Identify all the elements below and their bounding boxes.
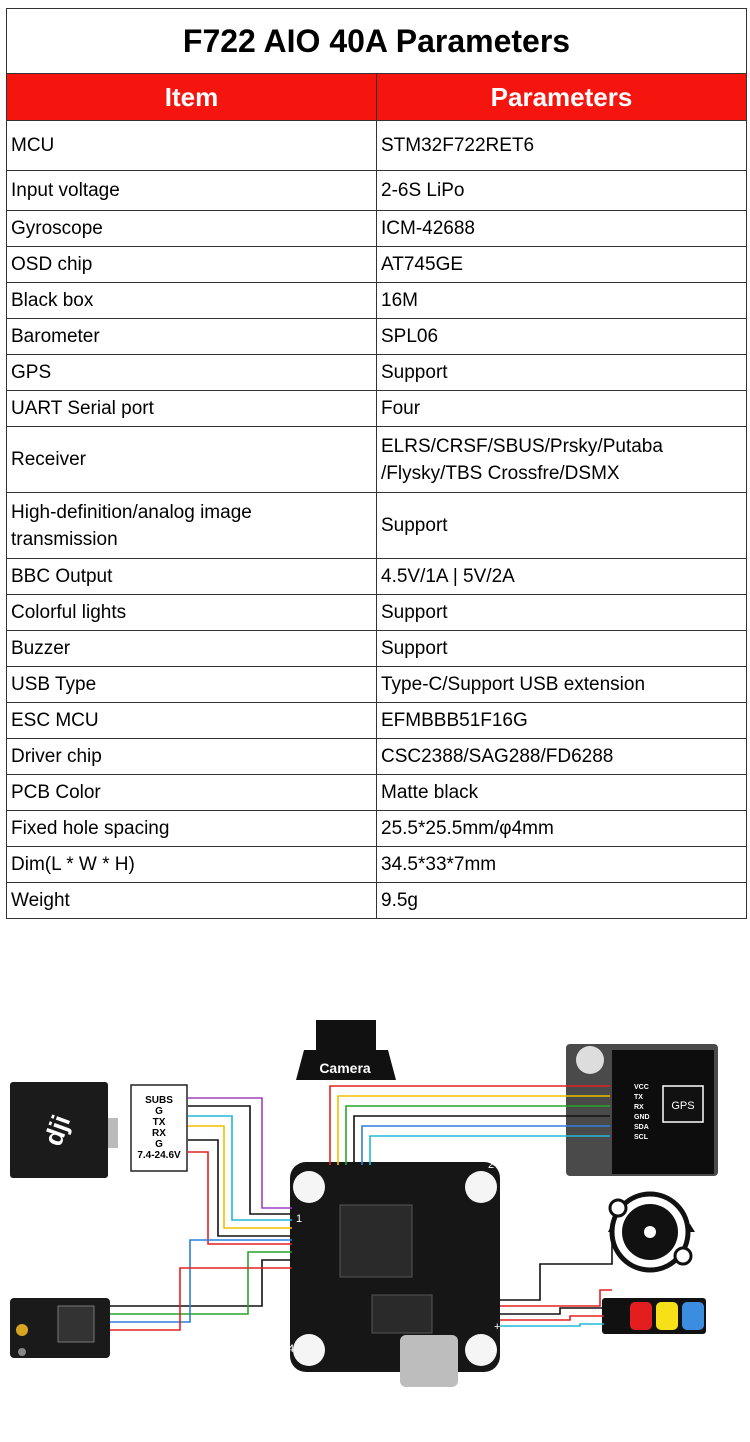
dji-logo: dji xyxy=(37,1110,77,1150)
gps-pin-label: SCL xyxy=(634,1134,648,1141)
corner-2: 2 xyxy=(488,1159,495,1171)
header-parameters: Parameters xyxy=(377,74,747,121)
row-item: USB Type xyxy=(7,667,377,703)
table-row xyxy=(7,319,747,355)
row-item: PCB Color xyxy=(7,775,377,811)
vtx-pin-box xyxy=(131,1085,187,1171)
dji-air-unit xyxy=(10,1082,118,1178)
gps-module xyxy=(566,1044,718,1176)
table-row xyxy=(7,811,747,847)
row-value: EFMBBB51F16G xyxy=(377,703,747,739)
table-row xyxy=(7,391,747,427)
table-row xyxy=(7,559,747,595)
gps-label: GPS xyxy=(671,1100,695,1112)
table-title: F722 AIO 40A Parameters xyxy=(7,9,747,74)
vtx-pin-label: G xyxy=(155,1139,163,1150)
table-row xyxy=(7,283,747,319)
table-row xyxy=(7,739,747,775)
table-row xyxy=(7,427,747,493)
camera-label: Camera xyxy=(319,1060,371,1076)
led-strip xyxy=(602,1298,706,1334)
row-item: Input voltage xyxy=(7,171,377,211)
row-item: High-definition/analog image transmission xyxy=(7,493,377,559)
row-value: SPL06 xyxy=(377,319,747,355)
table-row xyxy=(7,847,747,883)
row-item: Weight xyxy=(7,883,377,919)
row-value: Support xyxy=(377,493,747,559)
row-value: 9.5g xyxy=(377,883,747,919)
corner-4: 4 xyxy=(288,1343,295,1355)
row-item: ESC MCU xyxy=(7,703,377,739)
row-item: Fixed hole spacing xyxy=(7,811,377,847)
row-value: ELRS/CRSF/SBUS/Prsky/Putaba /Flysky/TBS Crossfre/DSMX xyxy=(377,427,747,493)
row-item: Black box xyxy=(7,283,377,319)
table-row xyxy=(7,355,747,391)
corner-3: 3 xyxy=(490,1343,497,1355)
row-item: BBC Output xyxy=(7,559,377,595)
row-value: 16M xyxy=(377,283,747,319)
gps-pin-label: GND xyxy=(634,1114,650,1121)
table-row xyxy=(7,667,747,703)
vtx-pin-label: TX xyxy=(152,1117,166,1128)
table-row xyxy=(7,775,747,811)
table-row xyxy=(7,493,747,559)
row-item: MCU xyxy=(7,121,377,171)
vtx-pin-label: RX xyxy=(152,1128,166,1139)
table-row xyxy=(7,121,747,171)
row-item: Receiver xyxy=(7,427,377,493)
header-item: Item xyxy=(7,74,377,121)
gps-pin-label: RX xyxy=(634,1104,644,1111)
row-item: Barometer xyxy=(7,319,377,355)
row-value: Matte black xyxy=(377,775,747,811)
spec-table xyxy=(6,8,747,919)
vtx-pin-label: SUBS xyxy=(145,1095,173,1106)
row-value: Four xyxy=(377,391,747,427)
row-value: Support xyxy=(377,595,747,631)
flight-controller xyxy=(288,1159,500,1387)
vtx-pin-label: 7.4-24.6V xyxy=(137,1150,181,1161)
row-value: Support xyxy=(377,355,747,391)
table-row xyxy=(7,595,747,631)
table-row xyxy=(7,703,747,739)
gps-pin-label: TX xyxy=(634,1094,643,1101)
table-row xyxy=(7,631,747,667)
row-value: 25.5*25.5mm/φ4mm xyxy=(377,811,747,847)
buzzer xyxy=(608,1194,695,1270)
row-item: Driver chip xyxy=(7,739,377,775)
vtx-pin-label: G xyxy=(155,1106,163,1117)
row-item: Dim(L * W * H) xyxy=(7,847,377,883)
row-item: GPS xyxy=(7,355,377,391)
row-value: CSC2388/SAG288/FD6288 xyxy=(377,739,747,775)
row-value: STM32F722RET6 xyxy=(377,121,747,171)
wiring-diagram xyxy=(0,1000,750,1400)
plus-label: + xyxy=(494,1321,501,1333)
row-value: Support xyxy=(377,631,747,667)
gps-pin-label: SDA xyxy=(634,1124,649,1131)
row-item: Buzzer xyxy=(7,631,377,667)
table-row xyxy=(7,883,747,919)
table-row xyxy=(7,171,747,211)
row-value: AT745GE xyxy=(377,247,747,283)
gps-pin-label: VCC xyxy=(634,1084,649,1091)
table-row xyxy=(7,247,747,283)
row-value: ICM-42688 xyxy=(377,211,747,247)
camera xyxy=(296,1020,396,1080)
row-item: OSD chip xyxy=(7,247,377,283)
row-item: Gyroscope xyxy=(7,211,377,247)
receiver xyxy=(10,1298,110,1358)
row-value: 4.5V/1A | 5V/2A xyxy=(377,559,747,595)
row-item: UART Serial port xyxy=(7,391,377,427)
row-value: 2-6S LiPo xyxy=(377,171,747,211)
corner-1: 1 xyxy=(296,1213,303,1225)
row-item: Colorful lights xyxy=(7,595,377,631)
row-value: Type-C/Support USB extension xyxy=(377,667,747,703)
row-value: 34.5*33*7mm xyxy=(377,847,747,883)
table-row xyxy=(7,211,747,247)
